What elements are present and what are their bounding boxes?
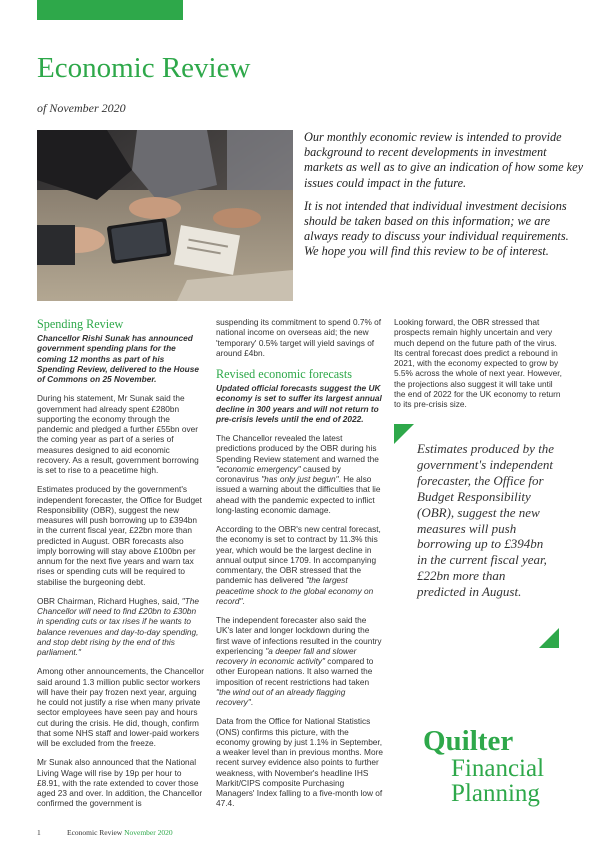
intro-paragraph-1: Our monthly economic review is intended to provide background to recent developments in investment markets as well as to give an indication of how some key issues could impact in the future.	[304, 130, 584, 190]
page-subtitle: of November 2020	[37, 101, 126, 115]
text-run: compared to other European nations. It also warned the imposition of recent restrictions had taken	[216, 656, 374, 687]
paragraph: Among other announcements, the Chancellor said around 1.3 million public sector workers will have their pay frozen next year, arguing he could not justify a rise when many private sector employees have seen pay and hours cut during the crisis. He did, though, confirm that some NHS staff and lower-paid workers will be excluded from the freeze.	[37, 666, 204, 748]
column-3	[394, 317, 562, 418]
section-lede: Chancellor Rishi Sunak has announced government spending plans for the coming 12 months as part of his Spending Review, delivered to the House of Commons on 25 November.	[37, 333, 199, 384]
text-run: .	[242, 595, 245, 606]
paragraph	[37, 596, 204, 658]
paragraph: Data from the Office for National Statistics (ONS) confirms this picture, with the economy growing by just 1.1% in September, a weaker level than in previous months. More recent survey evidence also points to further weakness, with November's headline IHS Markit/CIPS composite Purchasing Managers' Index falling to a five-month low of 47.4.	[216, 716, 383, 809]
column-1	[37, 317, 204, 818]
paragraph: Estimates produced by the government's independent forecaster, the Office for Budget Responsibility (OBR), suggest the new measures will push borrowing up to £394bn in the current fiscal year, £22bn more than predicted in August. OBR forecasts also imply borrowing will stay above £100bn per annum for the next five years and warn tax rises or spending cuts will be required to stabilise the burgeoning debt.	[37, 484, 202, 587]
paragraph: suspending its commitment to spend 0.7% of national income on overseas aid; the new 'temporary' 0.5% target will yield savings of around £4bn.	[216, 317, 382, 358]
text-run: caused by coronavirus	[216, 463, 341, 484]
quilter-logo	[423, 726, 544, 806]
quote-run: "has only just begun"	[261, 474, 339, 484]
quote-run: "a deeper fall and slower recovery in economic activity"	[216, 645, 357, 666]
logo-line-2: Financial	[451, 755, 545, 782]
text-run: . He also issued a warning about the difficulties that lie ahead with the pandemic expected to inflict long-lasting economic damage.	[216, 474, 381, 515]
quote-run: "the wind out of an already flagging recovery"	[216, 686, 346, 707]
paragraph: Mr Sunak also announced that the National Living Wage will rise by 19p per hour to £8.91, with the rate extended to cover those aged 23 and over. In addition, the Chancellor confirmed the government is	[37, 757, 203, 809]
page-number: 1	[37, 828, 41, 837]
paragraph	[216, 433, 384, 515]
page-footer	[37, 828, 173, 837]
page-title: Economic Review	[37, 52, 251, 84]
paragraph: During his statement, Mr Sunak said the government had already spent £280bn supporting the economy through the pandemic and pledged a further £55bn over the coming year as part of a series of measures designed to aid economic recovery. As a result, government borrowing is set to rise to a peacetime high.	[37, 393, 199, 475]
section-heading-spending-review: Spending Review	[37, 317, 124, 331]
pullquote-corner-bottom	[539, 628, 559, 648]
meeting-photo-image	[37, 130, 293, 301]
section-heading-revised-forecasts: Revised economic forecasts	[216, 367, 353, 381]
paragraph: Looking forward, the OBR stressed that prospects remain highly uncertain and very much depend on the future path of the virus. Its central forecast does predict a rebound in 2021, with the economy expected to grow by 5.5% across the whole of next year. However, the projections also suggest it will take until the end of 2022 for the UK economy to return to its pre-crisis size.	[394, 317, 562, 409]
pullquote: Estimates produced by the government's independent forecaster, the Office for Budget Responsibility (OBR), suggest the new measures will push borrowing up to £394bn in the current fiscal year, £22bn more than predicted in August.	[417, 441, 555, 600]
quote-run: "economic emergency"	[216, 463, 301, 474]
paragraph	[216, 615, 384, 707]
text-run: .	[250, 697, 254, 707]
footer-title: Economic Review	[67, 828, 123, 837]
intro-paragraph-2: It is not intended that individual investment decisions should be taken based on this information; we are always ready to discuss your individual requirements. We hope you will find this review to be of interest.	[304, 198, 569, 259]
text-run: The independent forecaster also said the UK's later and longer lockdown during the first wave of infections resulted in the country experiencing	[216, 615, 382, 656]
pullquote-corner-top	[394, 424, 414, 444]
text-run: According to the OBR's new central forecast, the economy is set to contract by 11.3% this year, which would be the largest decline in annual output since 1709. In accompanying commentary, the OBR stressed that the pandemic has delivered	[216, 524, 381, 586]
text-run: The Chancellor revealed the latest predictions produced by the OBR during his Spending Review statement and warned the	[216, 433, 379, 464]
text-run: OBR Chairman, Richard Hughes, said,	[37, 595, 182, 606]
top-accent-bar	[37, 0, 183, 20]
meeting-photo	[37, 130, 293, 301]
quote-run: "the largest peacetime shock to the global economy on record"	[216, 575, 374, 606]
logo-line-3: Planning	[451, 780, 540, 807]
footer-date: November 2020	[124, 828, 173, 837]
section-lede: Updated official forecasts suggest the UK economy is set to suffer its largest annual decline in 300 years and will not return to pre-crisis levels until the end of 2022.	[216, 383, 382, 424]
logo-line-1: Quilter	[423, 725, 514, 757]
paragraph	[216, 524, 384, 606]
column-2	[216, 317, 384, 818]
intro-text	[304, 130, 586, 268]
quote-run: "The Chancellor will need to find £20bn to £30bn in spending cuts or tax rises if he wants to balance revenues and day-to-day spending, and stop debt rising by the end of this parliament."	[37, 595, 200, 657]
